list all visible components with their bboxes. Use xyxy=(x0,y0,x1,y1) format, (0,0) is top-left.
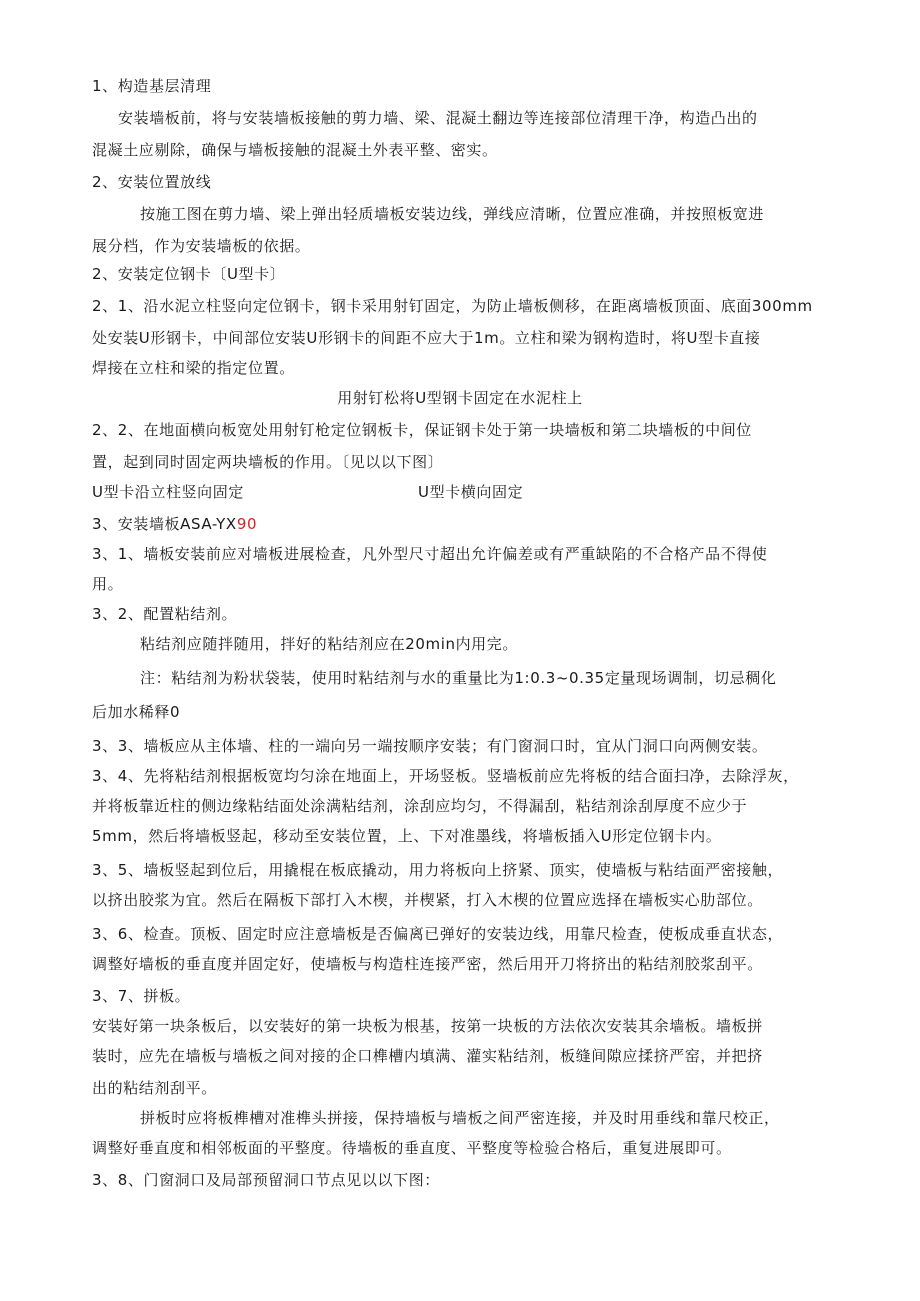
paragraph-line: 5mm，然后将墙板竖起，移动至安装位置，上、下对准墨线，将墙板插入U形定位钢卡内。 xyxy=(92,827,722,845)
figure-caption-right: U型卡横向固定 xyxy=(418,483,524,501)
paragraph-line: 2、2、在地面横向板宽处用射钉枪定位钢板卡，保证钢卡处于第一块墙板和第二块墙板的中间位 xyxy=(92,421,752,439)
paragraph-line: 展分档，作为安装墙板的依据。 xyxy=(92,237,311,255)
paragraph-line: 安装墙板前，将与安装墙板接触的剪力墙、梁、混凝土翻边等连接部位清理干净，构造凸出的 xyxy=(118,109,758,127)
paragraph-line: 置，起到同时固定两块墙板的作用。〔见以以下图〕 xyxy=(92,453,444,471)
paragraph-line: 焊接在立柱和梁的指定位置。 xyxy=(92,359,295,377)
paragraph-line: 并将板靠近柱的侧边缘粘结面处涂满粘结剂，涂刮应均匀，不得漏刮，粘结剂涂刮厚度不应少于 xyxy=(92,797,748,815)
heading-2-card: 2、安装定位钢卡〔U型卡〕 xyxy=(92,265,286,283)
paragraph-line: 拼板时应将板榫槽对准榫头拼接，保持墙板与墙板之间严密连接，并及时用垂线和靠尺校正， xyxy=(140,1109,780,1127)
heading-3-red-number: 90 xyxy=(236,515,258,533)
paragraph-line: 调整好墙板的垂直度并固定好，使墙板与构造柱连接严密，然后用开刀将挤出的粘结剂胶浆刮平。 xyxy=(92,955,763,973)
paragraph-line: 安装好第一块条板后，以安装好的第一块板为根基，按第一块板的方法依次安装其余墙板。墙板拼 xyxy=(92,1017,763,1035)
heading-3 xyxy=(92,514,832,534)
heading-3-text: 3、安装墙板ASA-YX xyxy=(92,515,237,533)
paragraph-line: 3、1、墙板安装前应对墙板进展检查，凡外型尺寸超出允许偏差或有严重缺陷的不合格产品不得使 xyxy=(92,545,768,563)
paragraph-line: 按施工图在剪力墙、梁上弹出轻质墙板安装边线，弹线应清晰，位置应准确，并按照板宽进 xyxy=(140,205,765,223)
paragraph-line: 2、1、沿水泥立柱竖向定位钢卡，钢卡采用射钉固定，为防止墙板侧移，在距离墙板顶面、底面300mm xyxy=(92,297,813,315)
paragraph-line: 3、7、拼板。 xyxy=(92,987,191,1005)
paragraph-line: 混凝土应剔除，确保与墙板接触的混凝土外表平整、密实。 xyxy=(92,141,498,159)
paragraph-line: 处安装U形钢卡，中间部位安装U形钢卡的间距不应大于1m。立柱和梁为钢构造时，将U型卡直接 xyxy=(92,329,761,347)
paragraph-line: 调整好垂直度和相邻板面的平整度。待墙板的垂直度、平整度等检验合格后，重复进展即可。 xyxy=(92,1139,732,1157)
paragraph-line: 用。 xyxy=(92,575,124,593)
paragraph-line: 3、4、先将粘结剂根据板宽均匀涂在地面上，开场竖板。竖墙板前应先将板的结合面扫净，去除浮灰， xyxy=(92,767,799,785)
note-line: 注：粘结剂为粉状袋装，使用时粘结剂与水的重量比为1:0.3~0.35定量现场调制，切忌稠化 xyxy=(140,669,777,687)
paragraph-line: 装时，应先在墙板与墙板之间对接的企口榫槽内填满、灌实粘结剂，板缝间隙应揉挤严窑，并把挤 xyxy=(92,1047,763,1065)
figure-caption-left: U型卡沿立柱竖向固定 xyxy=(92,483,244,501)
paragraph-line: 3、5、墙板竖起到位后，用撬棍在板底撬动，用力将板向上挤紧、顶实，使墙板与粘结面严密接触， xyxy=(92,861,784,879)
paragraph-line: 3、3、墙板应从主体墙、柱的一端向另一端按顺序安装；有门窗洞口时，宜从门洞口向两侧安装。 xyxy=(92,737,768,755)
heading-1: 1、构造基层清理 xyxy=(92,77,212,95)
paragraph-line: 3、8、门窗洞口及局部预留洞口节点见以以下图： xyxy=(92,1171,440,1189)
note-line: 后加水稀释0 xyxy=(92,703,181,721)
heading-2: 2、安装位置放线 xyxy=(92,173,212,191)
paragraph-line: 出的粘结剂刮平。 xyxy=(92,1079,217,1097)
paragraph-line: 3、2、配置粘结剂。 xyxy=(92,605,238,623)
paragraph-line: 粘结剂应随拌随用，拌好的粘结剂应在20min内用完。 xyxy=(140,635,518,653)
figure-caption: 用射钉松将U型钢卡固定在水泥柱上 xyxy=(337,389,583,407)
paragraph-line: 以挤出胶浆为宜。然后在隔板下部打入木楔，并楔紧，打入木楔的位置应选择在墙板实心肋部位。 xyxy=(92,891,763,909)
paragraph-line: 3、6、检查。顶板、固定时应注意墙板是否偏离已弹好的安装边线，用靠尺检查，使板成垂直状态， xyxy=(92,925,784,943)
